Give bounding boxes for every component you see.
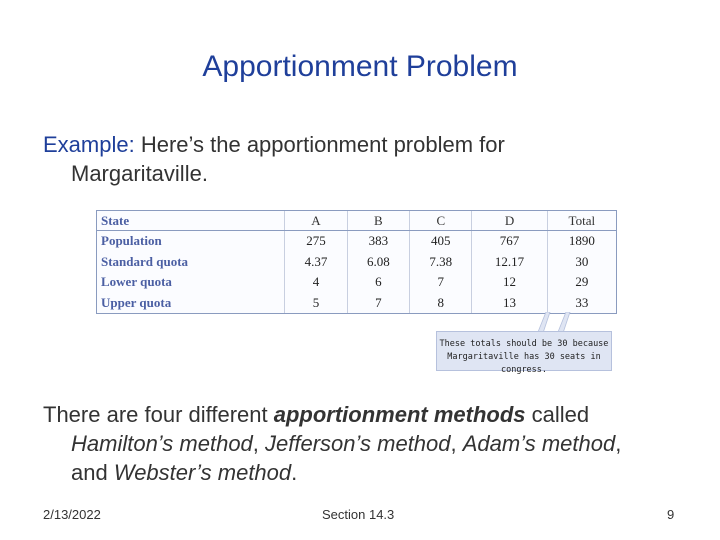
table-cell: 383 <box>347 231 409 252</box>
row-label: Lower quota <box>97 272 285 292</box>
footer-section: Section 14.3 <box>322 507 395 522</box>
example-text-1: Here’s the apportionment problem for <box>134 132 505 157</box>
table-cell: 5 <box>285 292 347 313</box>
apportionment-table <box>96 210 617 314</box>
row-label: Population <box>97 231 285 252</box>
method-webster: Webster’s method <box>113 460 292 485</box>
methods-list-line-1 <box>43 429 693 458</box>
row-label: Standard quota <box>97 252 285 272</box>
methods-text-5: . <box>291 460 298 485</box>
header-b: B <box>347 211 409 231</box>
table-cell: 4.37 <box>285 252 347 272</box>
table-header-row <box>97 211 616 231</box>
table-row <box>97 252 616 272</box>
slide-title: Apportionment Problem <box>202 50 518 83</box>
header-d: D <box>472 211 547 231</box>
header-state: State <box>97 211 285 231</box>
example-label: Example: <box>43 132 135 157</box>
footer-date: 2/13/2022 <box>43 507 101 522</box>
table-cell: 7.38 <box>410 252 472 272</box>
callout-line-1: These totals should be 30 because <box>439 339 609 349</box>
table-cell: 13 <box>472 292 547 313</box>
table-row <box>97 272 616 292</box>
method-adam: Adam’s method <box>462 431 616 456</box>
table-cell: 12.17 <box>472 252 547 272</box>
methods-list-line-2 <box>43 458 693 487</box>
table-cell: 7 <box>347 292 409 313</box>
table-row <box>97 231 616 252</box>
method-jefferson: Jefferson’s method <box>265 431 451 456</box>
table-cell: 1890 <box>568 233 595 249</box>
table-cell: 405 <box>410 231 472 252</box>
method-hamilton: Hamilton’s method <box>71 431 253 456</box>
table-cell: 767 <box>472 231 547 252</box>
table-cell: 8 <box>410 292 472 313</box>
methods-sep: , <box>450 431 463 456</box>
methods-sep: , <box>615 431 622 456</box>
table-cell: 7 <box>410 272 472 292</box>
totals-callout-note <box>436 331 612 375</box>
table-cell: 4 <box>285 272 347 292</box>
table-cell: 33 <box>575 294 589 310</box>
example-paragraph <box>43 130 683 188</box>
table-cell: 6.08 <box>347 252 409 272</box>
header-total: Total <box>547 211 616 231</box>
methods-text-1: There are four different <box>43 402 274 427</box>
callout-line-2: Margaritaville has 30 seats in congress. <box>447 352 601 375</box>
methods-emphasis: apportionment methods <box>273 402 526 427</box>
table-row <box>97 292 616 313</box>
example-text-2: Margaritaville. <box>71 161 208 186</box>
header-c: C <box>410 211 472 231</box>
table-cell: 12 <box>472 272 547 292</box>
table-cell: 275 <box>285 231 347 252</box>
table-cell: 29 <box>575 274 589 290</box>
table-cell: 30 <box>575 253 589 269</box>
table-cell: 6 <box>347 272 409 292</box>
header-a: A <box>285 211 347 231</box>
methods-paragraph <box>43 400 693 487</box>
footer-page-number: 9 <box>667 507 675 522</box>
methods-text-4: and <box>71 460 114 485</box>
methods-text-3: called <box>525 402 590 427</box>
methods-sep: , <box>252 431 266 456</box>
row-label: Upper quota <box>97 292 285 313</box>
